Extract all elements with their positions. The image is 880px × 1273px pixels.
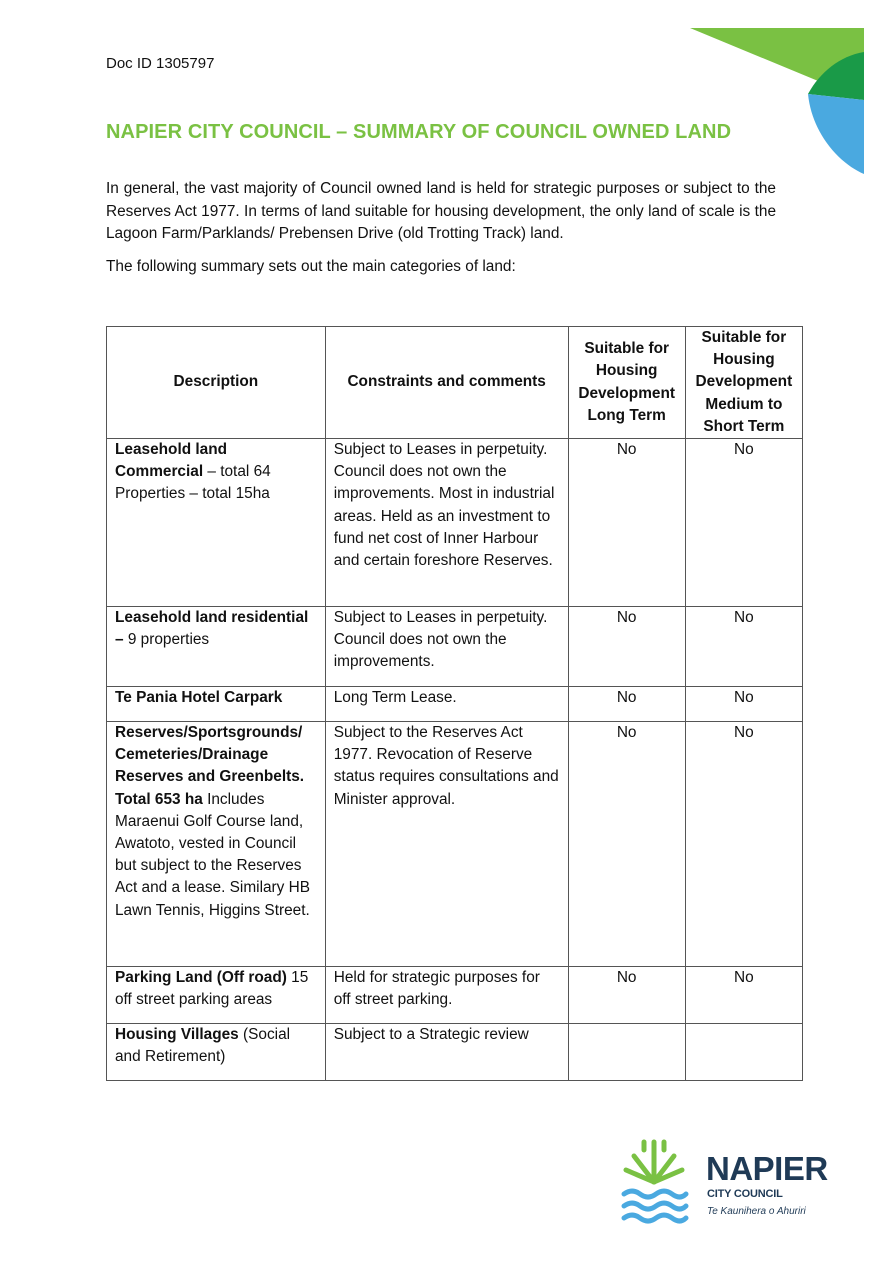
cell-constraints: Subject to a Strategic review: [325, 1024, 568, 1081]
logo-tagline: Te Kaunihera o Ahuriri: [707, 1206, 806, 1217]
cell-description: [107, 967, 326, 1024]
cell-constraints: Subject to Leases in perpetuity. Council does not own the improvements. Most in industrial areas. Held as an investment to fund net cost of Inner Harbour and certain foreshore Reserves.: [325, 439, 568, 607]
table-header-row: [107, 327, 803, 439]
description-text: – total 64 Properties – total 15ha: [115, 463, 271, 503]
cell-description: [107, 607, 326, 687]
cell-long-term: No: [568, 607, 685, 687]
description-bold: Parking Land (Off road): [115, 969, 287, 987]
corner-blue-shape: [808, 94, 864, 174]
summary-line: The following summary sets out the main categories of land:: [106, 258, 516, 275]
table-row: [107, 439, 803, 607]
land-summary-table: [106, 326, 803, 1081]
cell-medium-term: No: [685, 722, 802, 967]
description-text: Includes Maraenui Golf Course land, Awatoto, vested in Council but subject to the Reserves Act and a lease. Similary HB Lawn Tennis, Higgins Street.: [115, 790, 311, 919]
cell-constraints: Long Term Lease.: [325, 687, 568, 722]
logo-mark-icon: [620, 1136, 700, 1228]
description-bold: Leasehold land residential –: [115, 609, 309, 649]
cell-constraints: Subject to Leases in perpetuity. Council does not own the improvements.: [325, 607, 568, 687]
description-bold: Leasehold land Commercial: [115, 441, 228, 481]
cell-description: [107, 687, 326, 722]
cell-medium-term: No: [685, 439, 802, 607]
table-row: [107, 1024, 803, 1081]
corner-brand-graphic: [680, 24, 880, 184]
cell-medium-term: No: [685, 607, 802, 687]
cell-medium-term: No: [685, 687, 802, 722]
description-bold: Housing Villages: [115, 1026, 239, 1044]
cell-medium-term: No: [685, 967, 802, 1024]
cell-long-term: No: [568, 722, 685, 967]
cell-description: [107, 1024, 326, 1081]
napier-council-logo: [620, 1136, 840, 1228]
cell-long-term: No: [568, 687, 685, 722]
header-medium-term: Suitable for Housing Development Medium to Short Term: [685, 327, 802, 439]
page-title: NAPIER CITY COUNCIL – SUMMARY OF COUNCIL OWNED LAND: [106, 121, 732, 143]
intro-paragraph: In general, the vast majority of Council owned land is held for strategic purposes or subject to the Reserves Act 1977. In terms of land suitable for housing development, the only land of scale is the Lagoon Farm/Parklands/ Prebensen Drive (old Trotting Track) land.: [106, 180, 776, 242]
header-description: Description: [107, 327, 326, 439]
cell-long-term: [568, 1024, 685, 1081]
table-row: [107, 967, 803, 1024]
header-constraints: Constraints and comments: [325, 327, 568, 439]
description-bold: Te Pania Hotel Carpark: [115, 689, 283, 707]
table-row: [107, 687, 803, 722]
table-row: [107, 607, 803, 687]
description-text: 15 off street parking areas: [115, 969, 309, 1009]
cell-long-term: No: [568, 967, 685, 1024]
cell-long-term: No: [568, 439, 685, 607]
doc-id: Doc ID 1305797: [106, 55, 215, 72]
cell-constraints: Held for strategic purposes for off street parking.: [325, 967, 568, 1024]
logo-sub: CITY COUNCIL: [707, 1188, 783, 1200]
cell-description: [107, 722, 326, 967]
cell-medium-term: [685, 1024, 802, 1081]
description-text: 9 properties: [123, 631, 210, 649]
description-bold: Reserves/Sportsgrounds/ Cemeteries/Drainage Reserves and Greenbelts. Total 653 ha: [115, 724, 305, 808]
logo-name: NAPIER: [706, 1150, 828, 1187]
table-row: [107, 722, 803, 967]
description-text: (Social and Retirement): [115, 1026, 291, 1066]
header-long-term: Suitable for Housing Development Long Term: [568, 327, 685, 439]
cell-constraints: Subject to the Reserves Act 1977. Revocation of Reserve status requires consultations and Minister approval.: [325, 722, 568, 967]
cell-description: [107, 439, 326, 607]
